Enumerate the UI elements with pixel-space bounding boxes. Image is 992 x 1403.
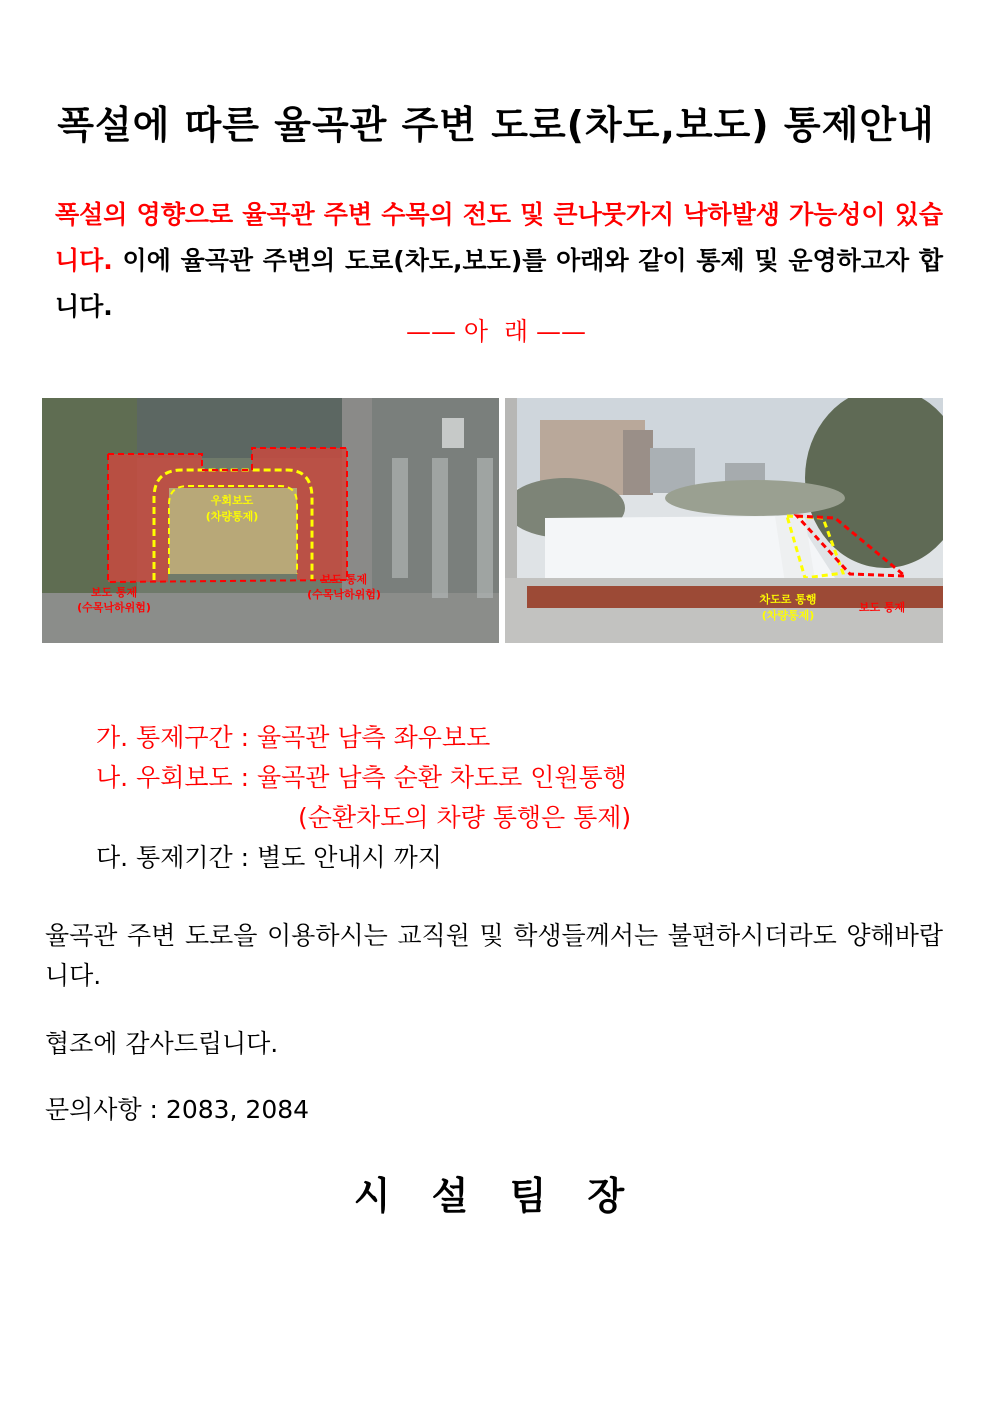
item-value: (순환차도의 차량 통행은 통제) (298, 803, 632, 832)
item-label: 가. 통제구간 : (96, 723, 257, 752)
left-control-sub-label: (수목낙하위험) (77, 601, 151, 614)
item-value: 율곡관 남측 순환 차도로 인원통행 (256, 763, 627, 792)
control-items-list (96, 718, 631, 878)
item-value: 별도 안내시 까지 (256, 843, 442, 872)
thanks-line: 협조에 감사드립니다. (45, 1029, 279, 1058)
closing-paragraph: 율곡관 주변 도로을 이용하시는 교직원 및 학생들께서는 불편하시더라도 양해바랍니다. (45, 921, 943, 990)
list-item-detour (96, 758, 631, 798)
below-heading: —— 아 래 —— (405, 317, 587, 346)
intro-warning: 폭설의 영향으로 율곡관 주변 수목의 전도 및 큰나뭇가지 낙하발생 가능성이 있습니다. (55, 200, 943, 275)
item-label: 나. 우회보도 : (96, 763, 257, 792)
contact-line: 문의사항 : 2083, 2084 (45, 1095, 310, 1124)
intro-notice: 이에 율곡관 주변의 도로(차도,보도)를 아래와 같이 통제 및 운영하고자 합니다. (55, 246, 943, 321)
roadway-label: 차도로 통행 (759, 593, 817, 606)
right-control-sub-label: (수목낙하위험) (307, 588, 381, 601)
intro-paragraph (55, 192, 943, 330)
list-item-detour-note (96, 798, 631, 838)
detour-sub-label: (차량통제) (205, 510, 259, 523)
list-item-period (96, 838, 631, 878)
sidewalk-control-label: 보도 통제 (858, 601, 906, 614)
snow-scene-photo (505, 398, 943, 643)
roadway-sub-label: (차량통제) (761, 609, 815, 622)
aerial-map-photo (42, 398, 499, 643)
item-label: 다. 통제기간 : (96, 843, 257, 872)
detour-label: 우회보도 (210, 494, 254, 507)
snow-scene-graphic (505, 398, 943, 643)
signature: 시 설 팀 장 (353, 1174, 639, 1218)
right-control-label: 보도 통제 (320, 573, 368, 586)
left-control-label: 보도 통제 (90, 586, 138, 599)
item-value: 율곡관 남측 좌우보도 (256, 723, 491, 752)
page-title: 폭설에 따른 율곡관 주변 도로(차도,보도) 통제안내 (57, 103, 935, 147)
aerial-map-graphic (42, 398, 499, 643)
list-item-section (96, 718, 631, 758)
